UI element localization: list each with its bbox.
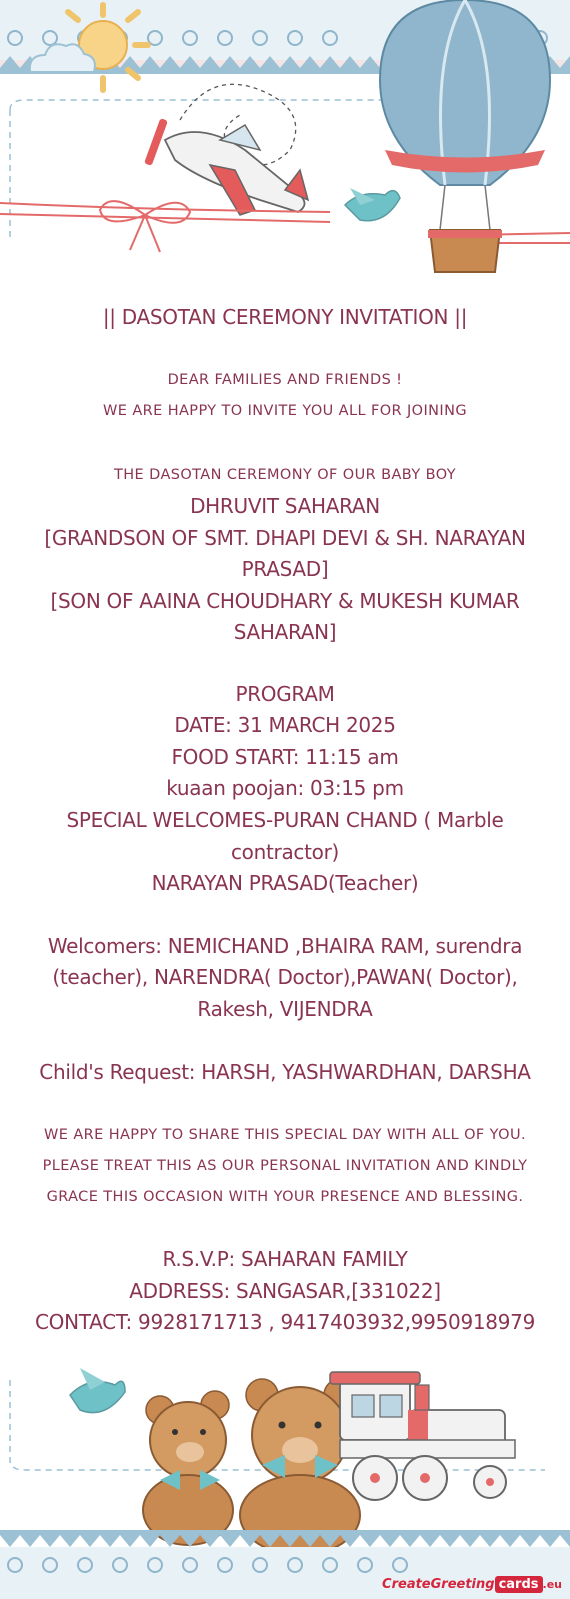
watermark-text: CreateGreeting	[382, 1577, 495, 1592]
rsvp-line: R.S.V.P: SAHARAN FAMILY	[162, 1247, 408, 1271]
special-welcomes: SPECIAL WELCOMES-PURAN CHAND ( Marble	[66, 808, 504, 832]
program-date: DATE: 31 MARCH 2025	[174, 713, 396, 737]
teddy-bears-icon	[143, 1379, 360, 1555]
greeting: DEAR FAMILIES AND FRIENDS !	[167, 372, 403, 388]
watermark-cards-badge: cards	[495, 1576, 543, 1593]
watermark-domain: .eu	[542, 1578, 562, 1591]
ceremony-line: THE DASOTAN CEREMONY OF OUR BABY BOY	[114, 467, 456, 483]
bird-icon	[345, 188, 400, 221]
program-heading: PROGRAM	[235, 682, 335, 706]
closing-line-3: GRACE THIS OCCASION WITH YOUR PRESENCE AND BLESSING.	[46, 1189, 524, 1205]
grandson-line: [GRANDSON OF SMT. DHAPI DEVI & SH. NARAYAN	[44, 526, 526, 550]
intro-line: WE ARE HAPPY TO INVITE YOU ALL FOR JOINING	[103, 403, 467, 419]
son-line: [SON OF AAINA CHOUDHARY & MUKESH KUMAR	[50, 589, 520, 613]
special-welcomes-cont: contractor)	[230, 840, 340, 864]
airplane-icon	[144, 118, 308, 215]
welcomers-line: Welcomers: NEMICHAND ,BHAIRA RAM, surendra	[47, 934, 523, 958]
invitation-title: || DASOTAN CEREMONY INVITATION ||	[102, 305, 468, 329]
closing-line-2: PLEASE TREAT THIS AS OUR PERSONAL INVITATION AND KINDLY	[42, 1158, 528, 1174]
baby-name: DHRUVIT SAHARAN	[190, 494, 380, 518]
contact-line: CONTACT: 9928171713 , 9417403932,9950918979	[34, 1310, 535, 1334]
program-food: FOOD START: 11:15 am	[171, 745, 399, 769]
toy-train-icon	[330, 1372, 515, 1500]
special-welcomes-teacher: NARAYAN PRASAD(Teacher)	[151, 871, 419, 895]
welcomers-line-3: Rakesh, VIJENDRA	[197, 997, 373, 1021]
childs-request: Child's Request: HARSH, YASHWARDHAN, DARSHA	[39, 1060, 531, 1084]
bird-bottom-icon	[70, 1368, 125, 1413]
son-line-cont: SAHARAN]	[233, 620, 337, 644]
hot-air-balloon-icon	[380, 0, 550, 272]
watermark-link[interactable]	[382, 1576, 562, 1593]
grandson-line-cont: PRASAD]	[241, 557, 329, 581]
address-line: ADDRESS: SANGASAR,[331022]	[129, 1279, 441, 1303]
program-kuaan: kuaan poojan: 03:15 pm	[166, 776, 404, 800]
welcomers-line-2: (teacher), NARENDRA( Doctor),PAWAN( Doctor),	[52, 965, 518, 989]
closing-line-1: WE ARE HAPPY TO SHARE THIS SPECIAL DAY WITH ALL OF YOU.	[44, 1127, 526, 1143]
